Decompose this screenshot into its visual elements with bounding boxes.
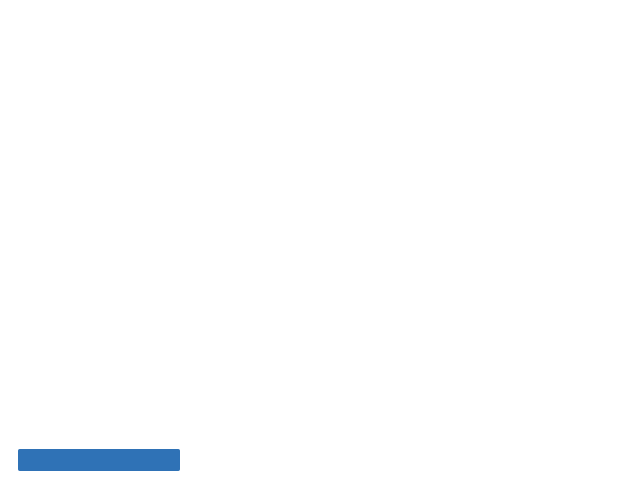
agree-and-print-button[interactable] <box>18 449 180 471</box>
